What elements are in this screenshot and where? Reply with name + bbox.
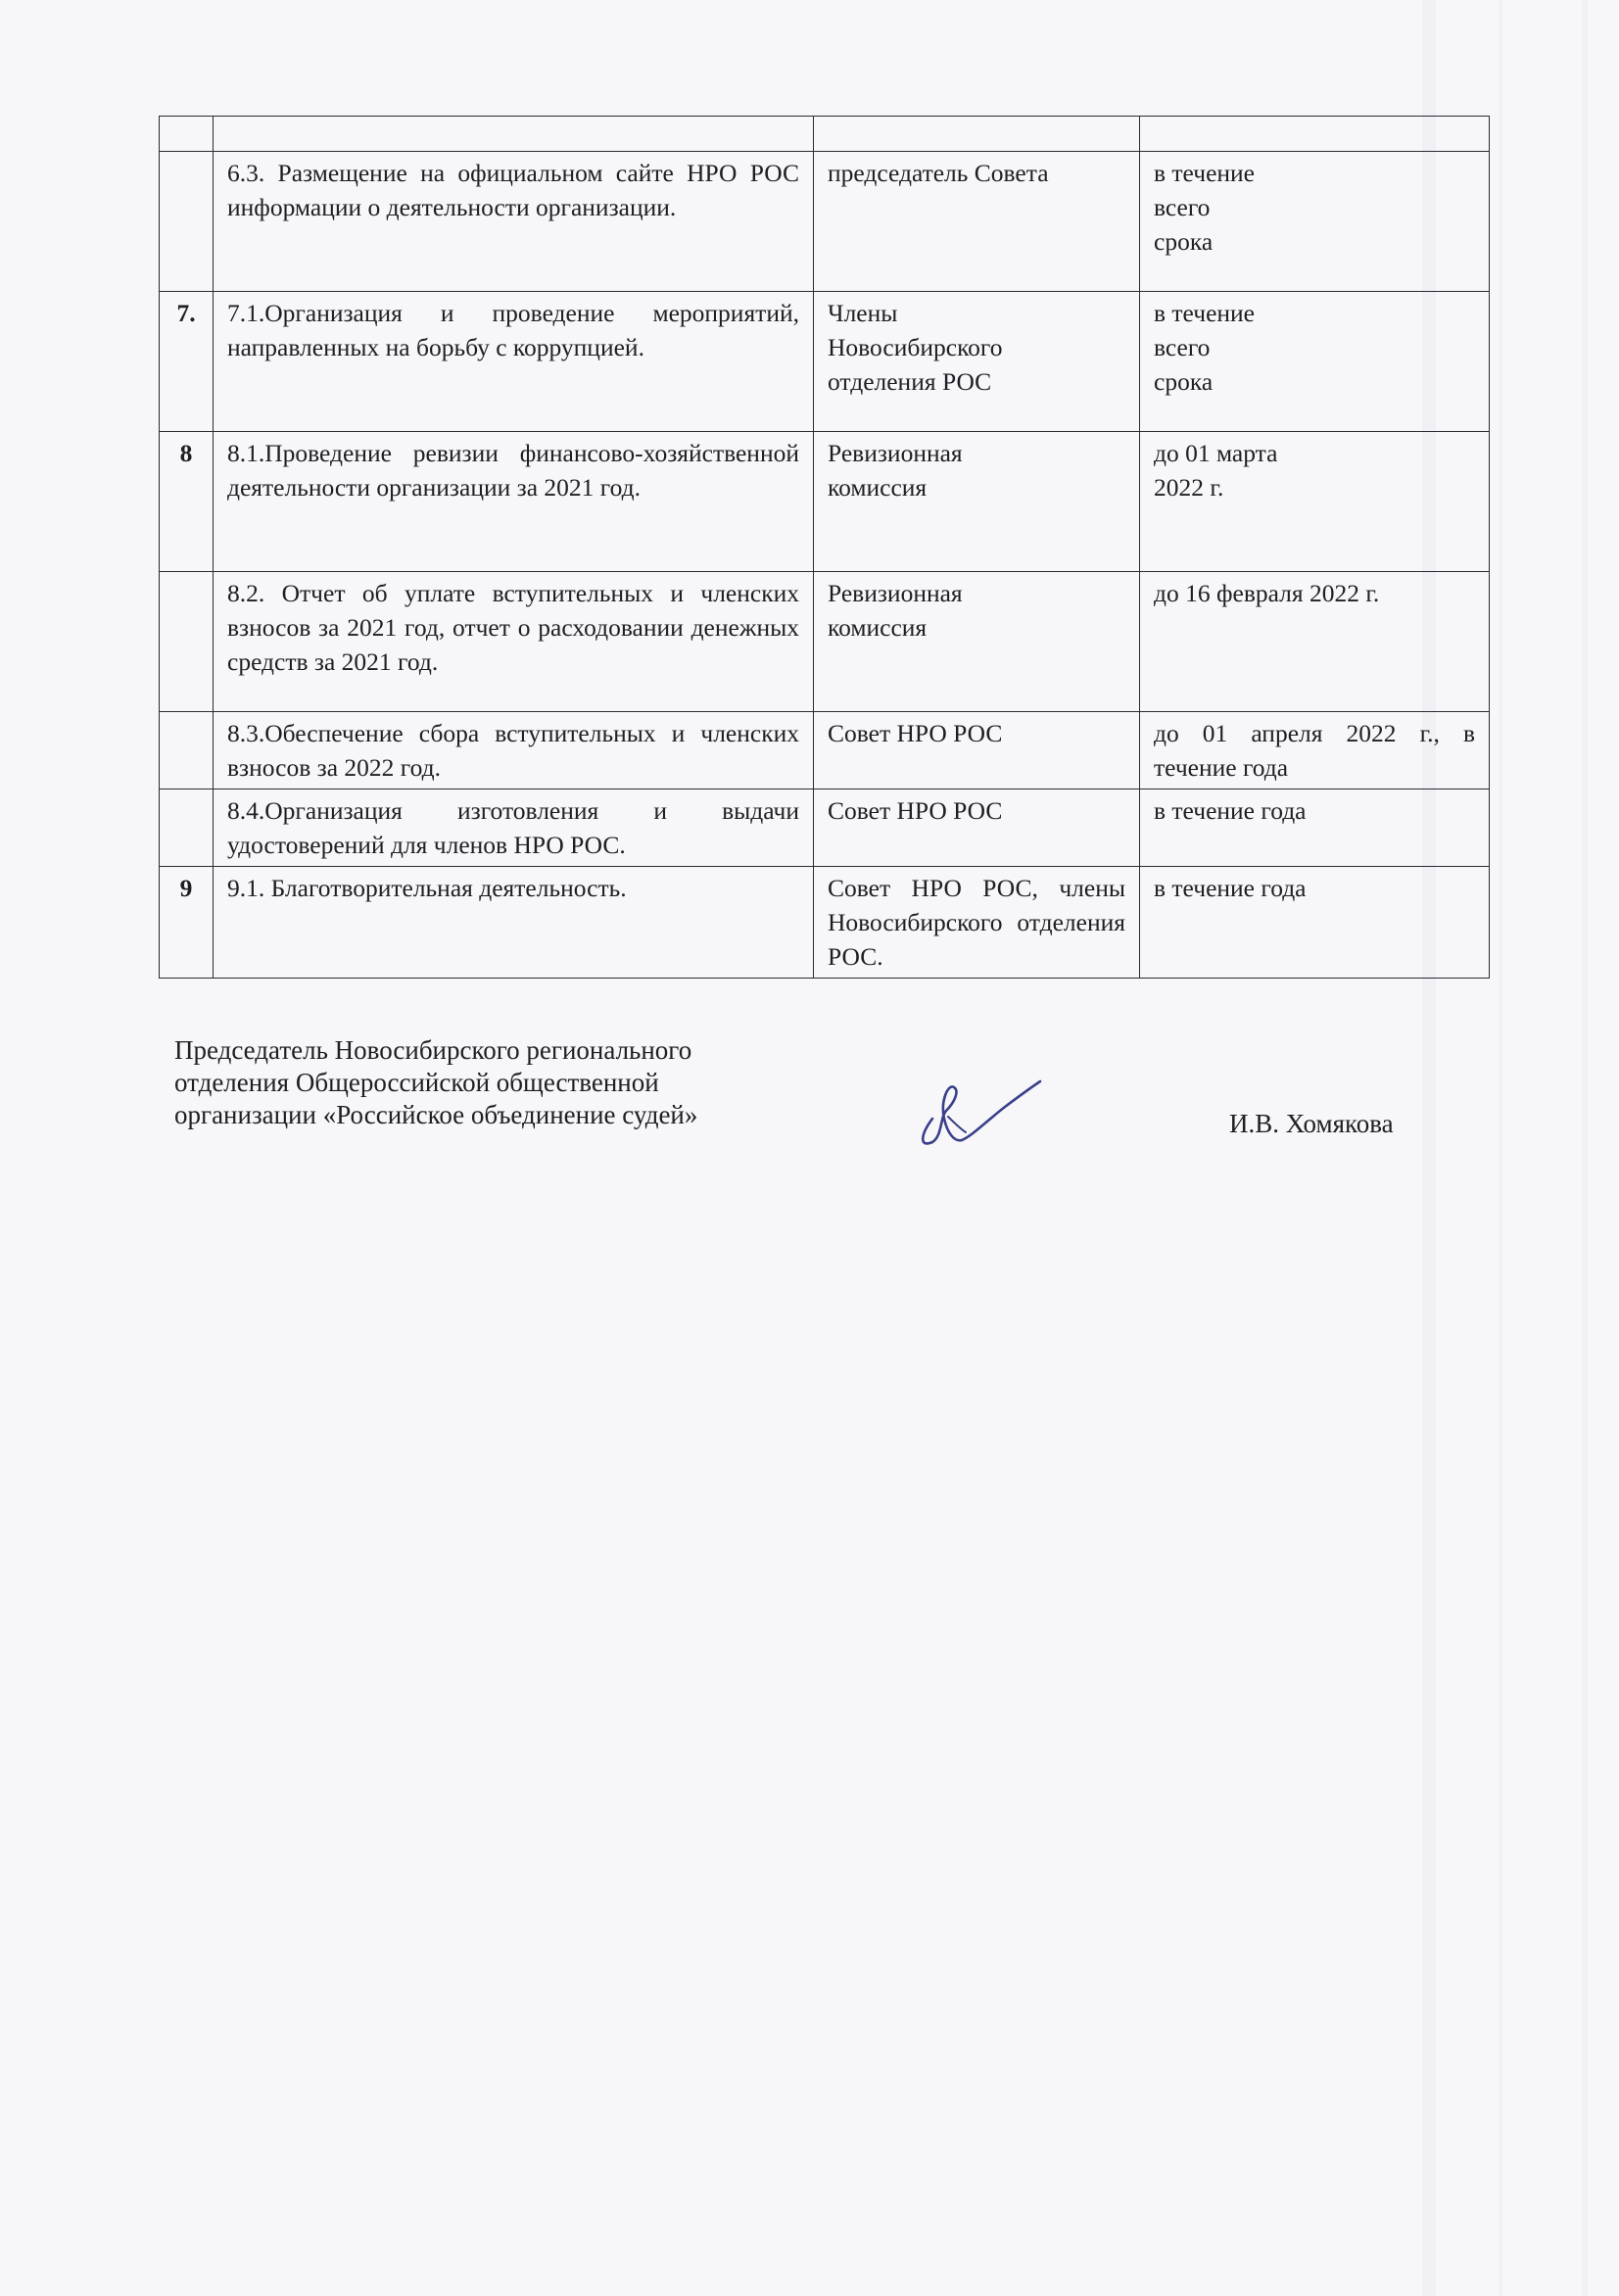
responsible-cell [814,712,1140,789]
responsible-line: Совет НРО РОС, члены Новосибирского отделения РОС. [828,874,1125,971]
term-line: в течение [1154,159,1255,187]
row-number [160,572,214,712]
responsible-line: комиссия [828,613,928,642]
responsible-line: Совет НРО РОС [828,719,1003,747]
term-line: в течение [1154,299,1255,327]
responsible-cell [814,117,1140,152]
position-line: Председатель Новосибирского регионального [174,1035,692,1065]
event-cell: 8.2. Отчет об уплате вступительных и членских взносов за 2021 год, отчет о расходовании денежных средств за 2021 год. [214,572,814,712]
table-row [160,712,1490,789]
table-row [160,152,1490,292]
term-cell [1140,292,1490,432]
event-cell: 7.1.Организация и проведение мероприятий, направленных на борьбу с коррупцией. [214,292,814,432]
term-line: до 01 апреля 2022 г., в течение года [1154,719,1475,782]
event-cell: 6.3. Размещение на официальном сайте НРО РОС информации о деятельности организации. [214,152,814,292]
row-number [160,117,214,152]
responsible-line: комиссия [828,473,928,502]
row-number: 8 [160,432,214,572]
row-number [160,152,214,292]
table-row [160,292,1490,432]
term-line: срока [1154,367,1214,396]
responsible-line: председатель Совета [828,159,1049,187]
term-line: 2022 г. [1154,473,1224,502]
table-row [160,867,1490,979]
position-line: отделения Общероссийской общественной [174,1068,659,1097]
term-cell [1140,789,1490,867]
position-line: организации «Российское объединение судей» [174,1100,698,1129]
responsible-line: Ревизионная [828,579,963,607]
term-cell [1140,572,1490,712]
term-line: срока [1154,227,1214,256]
term-line: до 16 февраля 2022 г. [1154,579,1380,607]
signer-name: И.В. Хомякова [1229,1109,1394,1138]
event-cell: 8.4.Организация изготовления и выдачи удостоверений для членов НРО РОС. [214,789,814,867]
row-number: 7. [160,292,214,432]
term-cell [1140,152,1490,292]
event-cell [214,117,814,152]
table-row [160,432,1490,572]
handwritten-signature [911,1058,1058,1156]
responsible-cell [814,572,1140,712]
responsible-cell [814,432,1140,572]
term-line: в течение года [1154,874,1307,902]
responsible-line: Новосибирского [828,333,1003,361]
signatory-position [174,1034,782,1131]
plan-table [159,116,1490,979]
row-number [160,712,214,789]
row-number: 9 [160,867,214,979]
responsible-cell [814,292,1140,432]
event-cell: 8.3.Обеспечение сбора вступительных и членских взносов за 2022 год. [214,712,814,789]
responsible-cell [814,789,1140,867]
term-line: в течение года [1154,796,1307,825]
term-line: всего [1154,333,1211,361]
term-line: всего [1154,193,1211,221]
responsible-line: Ревизионная [828,439,963,467]
responsible-cell [814,152,1140,292]
table-row [160,572,1490,712]
table-row [160,789,1490,867]
responsible-line: Совет НРО РОС [828,796,1003,825]
event-cell: 9.1. Благотворительная деятельность. [214,867,814,979]
table-row [160,117,1490,152]
term-cell [1140,867,1490,979]
term-cell [1140,432,1490,572]
responsible-line: отделения РОС [828,367,992,396]
event-cell: 8.1.Проведение ревизии финансово-хозяйственной деятельности организации за 2021 год. [214,432,814,572]
term-cell [1140,712,1490,789]
responsible-cell [814,867,1140,979]
row-number [160,789,214,867]
responsible-line: Члены [828,299,898,327]
term-line: до 01 марта [1154,439,1278,467]
term-cell [1140,117,1490,152]
